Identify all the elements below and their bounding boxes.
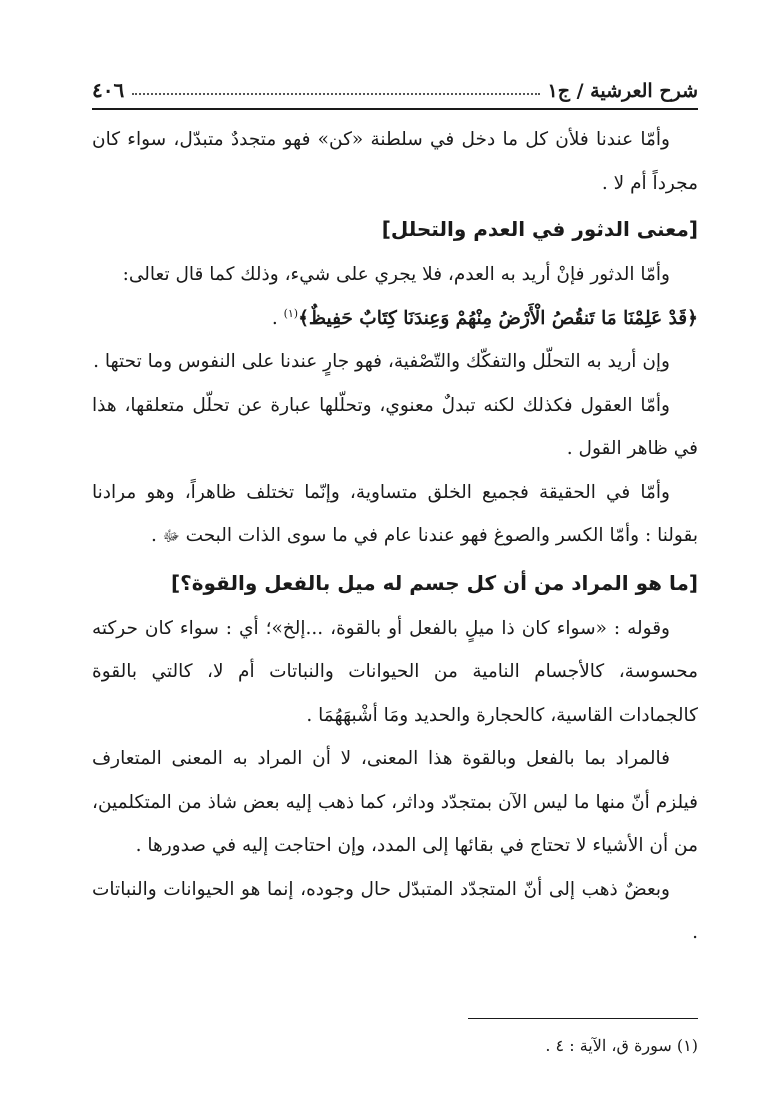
section-heading: [معنى الدثور في العدم والتحلل] <box>381 217 698 241</box>
paragraph: وأمّا العقول فكذلك لكنه تبدلٌ معنوي، وتحلّلها عبارة عن تحلّل متعلقها، هذا في ظاهر القول . <box>92 394 698 459</box>
paragraph-end: . <box>150 525 163 546</box>
paragraph: فالمراد بما بالفعل وبالقوة هذا المعنى، لا أن المراد به المعنى المتعارف فيلزم أنّ منها ما ليس الآن بمتجدّد وداثر، كما ذهب إليه بعض شاذ من المتكلمين، من أن الأشياء لا تحتاج في بقائها إلى المدد، وإن احتاجت إليه في صدورها . <box>92 748 698 856</box>
footnote: (١) سورة ق، الآية : ٤ . <box>545 1036 698 1055</box>
quran-line <box>92 297 698 341</box>
paragraph: وإن أريد به التحلّل والتفكّك والتّصْفية، فهو جارٍ عندنا على النفوس وما تحتها . <box>93 351 670 372</box>
paragraph-text: وأمّا الدثور فإنْ أريد به العدم، فلا يجري على شيء، وذلك كما قال تعالى: <box>122 264 670 285</box>
quran-verse: ﴿قَدْ عَلِمْنَا مَا تَنقُصُ الْأَرْضُ مِنْهُمْ وَعِندَنَا كِتَابٌ حَفِيظٌ﴾ <box>298 307 698 329</box>
page-number: ٤٠٦ <box>92 78 125 102</box>
paragraph <box>92 471 698 559</box>
header-rule <box>92 108 698 110</box>
honorific-glyph: ﷻ <box>162 527 180 545</box>
section-heading: [ما هو المراد من أن كل جسم له ميل بالفعل والقوة؟] <box>170 570 698 595</box>
running-header <box>92 68 698 102</box>
paragraph <box>92 253 698 297</box>
paragraph: وقوله : «سواء كان ذا ميلٍ بالفعل أو بالقوة، ...إلخ»؛ أي : سواء كان حركته محسوسة، كالأجسام النامية من الحيوانات والنباتات أم لا، كالتي بالقوة كالجمادات القاسية، كالحجارة والحديد ومَا أشْبهَهُمَا . <box>92 617 698 726</box>
main-text <box>92 118 698 955</box>
header-leader-dots <box>132 93 539 95</box>
footnote-ref: (١) <box>283 306 299 320</box>
paragraph: وأمّا عندنا فلأن كل ما دخل في سلطنة «كن» فهو متجددٌ متبدّل، سواء كان مجرداً أم لا . <box>92 129 698 194</box>
paragraph: وبعضٌ ذهب إلى أنّ المتجدّد المتبدّل حال وجوده، إنما هو الحيوانات والنباتات . <box>92 878 698 943</box>
footnote-rule <box>468 1018 698 1019</box>
paragraph-end: . <box>271 307 284 329</box>
running-title: شرح العرشية / ج١ <box>547 80 698 102</box>
paragraph-text: وأمّا في الحقيقة فجميع الخلق متساوية، وإنّما تختلف ظاهراً، وهو مرادنا بقولنا : وأمّا الكسر والصوغ فهو عندنا عام في ما سوى الذات البحت <box>92 481 698 546</box>
